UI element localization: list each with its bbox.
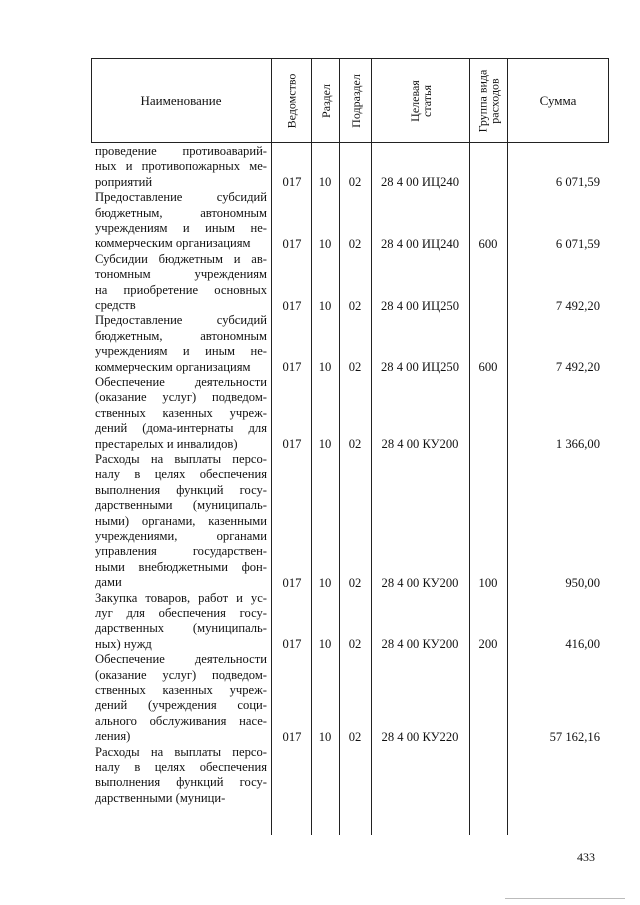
row-name-line: (оказание услуг) подведом- <box>95 667 267 682</box>
row-name-line: Расходы на выплаты персо- <box>95 452 267 466</box>
row-celevaya-statya: 28 4 00 КУ200 <box>381 575 459 590</box>
row-celevaya-statya: 28 4 00 ИЦ240 <box>380 175 459 190</box>
row-vedomstvo: 017 <box>282 175 302 190</box>
row-name-line: луг для обеспечения госу- <box>95 606 267 620</box>
row-summa: 57 162,16 <box>549 729 600 744</box>
row-name-line: дами <box>95 575 122 590</box>
row-name-line: (оказание услуг) подведом- <box>95 390 267 405</box>
row-name-line: ального обслуживания насе- <box>95 713 267 728</box>
row-name <box>95 452 267 591</box>
col-border-right <box>608 58 609 143</box>
row-vedomstvo: 017 <box>282 575 302 590</box>
row-celevaya-statya: 28 4 00 ИЦ250 <box>380 298 459 313</box>
row-name-line: тономным учреждениям <box>95 267 267 282</box>
row-name-line: налу в целях обеспечения <box>95 760 267 774</box>
row-podrazdel: 02 <box>348 175 362 190</box>
row-gruppa: 600 <box>478 236 498 251</box>
row-name-line: Предоставление субсидий <box>95 190 267 205</box>
row-name-line: роприятий <box>95 174 153 189</box>
row-name-line: учреждениям и иным не- <box>95 221 267 235</box>
row-name-line: Закупка товаров, работ и ус- <box>95 590 267 605</box>
row-vedomstvo: 017 <box>282 729 302 744</box>
row-summa: 416,00 <box>565 637 600 652</box>
row-name <box>95 313 267 375</box>
row-celevaya-statya: 28 4 00 ИЦ250 <box>380 360 459 375</box>
row-razdel: 10 <box>318 360 332 375</box>
row-name-line: средств <box>95 298 136 313</box>
row-name <box>95 652 267 744</box>
col-border-name <box>271 58 272 835</box>
row-name-line: коммерческим организациям <box>95 236 251 251</box>
row-name-line: учреждениям и иным не- <box>95 344 267 359</box>
row-podrazdel: 02 <box>348 575 362 590</box>
row-summa: 6 071,59 <box>555 175 600 190</box>
header-celevaya-statya: Целевая статья <box>407 79 434 122</box>
col-border-cel <box>469 58 470 835</box>
row-name-line: дарственных (муниципаль- <box>95 621 267 636</box>
row-razdel: 10 <box>318 637 332 652</box>
row-name-line: Субсидии бюджетным и ав- <box>95 251 267 266</box>
row-name-line: ными) органами, казенными <box>95 513 267 528</box>
row-celevaya-statya: 28 4 00 КУ220 <box>381 729 459 744</box>
row-gruppa: 100 <box>478 575 498 590</box>
row-vedomstvo: 017 <box>282 298 302 313</box>
footer-rule <box>505 898 625 899</box>
row-name-line: престарелых и инвалидов) <box>95 436 238 451</box>
row-vedomstvo: 017 <box>282 437 302 452</box>
row-celevaya-statya: 28 4 00 ИЦ240 <box>380 236 459 251</box>
row-name-line: бюджетным, автономным <box>95 205 267 220</box>
row-podrazdel: 02 <box>348 298 362 313</box>
row-celevaya-statya: 28 4 00 КУ200 <box>381 637 459 652</box>
row-name-line: выполнения функций госу- <box>95 775 267 790</box>
row-name <box>95 375 267 452</box>
header-summa: Сумма <box>539 93 577 108</box>
row-vedomstvo: 017 <box>282 360 302 375</box>
row-name-line: проведение противоаварий- <box>95 144 267 158</box>
row-name <box>95 745 267 807</box>
row-podrazdel: 02 <box>348 437 362 452</box>
row-name-line: Расходы на выплаты персо- <box>95 744 267 759</box>
row-name-line: дений (дома-интернаты для <box>95 421 267 436</box>
row-summa: 1 366,00 <box>555 437 600 452</box>
row-name-line: выполнения функций госу- <box>95 482 267 497</box>
row-name-line: налу в целях обеспечения <box>95 467 267 482</box>
row-summa: 7 492,20 <box>555 298 600 313</box>
row-summa: 6 071,59 <box>555 236 600 251</box>
row-name <box>95 190 267 252</box>
row-name <box>95 144 267 190</box>
row-name-line: ления) <box>95 729 131 744</box>
row-summa: 950,00 <box>565 575 600 590</box>
row-name-line: Обеспечение деятельности <box>95 652 267 667</box>
row-razdel: 10 <box>318 298 332 313</box>
row-podrazdel: 02 <box>348 360 362 375</box>
row-name-line: учреждениями, органами <box>95 529 267 544</box>
header-name: Наименование <box>140 93 222 108</box>
row-summa: 7 492,20 <box>555 360 600 375</box>
row-name-line: ных) нужд <box>95 636 152 651</box>
row-name-line: ными внебюджетными фон- <box>95 559 267 574</box>
row-podrazdel: 02 <box>348 236 362 251</box>
row-podrazdel: 02 <box>348 637 362 652</box>
row-vedomstvo: 017 <box>282 236 302 251</box>
row-gruppa: 200 <box>478 637 498 652</box>
row-celevaya-statya: 28 4 00 КУ200 <box>381 437 459 452</box>
row-name-line: дений (учреждения соци- <box>95 698 267 713</box>
row-name-line: дарственными (муници- <box>95 790 226 805</box>
row-name-line: коммерческим организациям <box>95 359 251 374</box>
row-name-line: ственных казенных учреж- <box>95 683 267 697</box>
row-name-line: бюджетным, автономным <box>95 328 267 343</box>
row-name-line: ных и противопожарных ме- <box>95 159 267 174</box>
row-razdel: 10 <box>318 575 332 590</box>
row-name-line: ственных казенных учреж- <box>95 405 267 420</box>
row-razdel: 10 <box>318 437 332 452</box>
row-razdel: 10 <box>318 729 332 744</box>
row-name-line: управления государствен- <box>95 544 267 559</box>
row-name-line: дарственными (муниципаль- <box>95 498 267 513</box>
row-gruppa: 600 <box>478 360 498 375</box>
row-vedomstvo: 017 <box>282 637 302 652</box>
row-podrazdel: 02 <box>348 729 362 744</box>
header-vedomstvo: Ведомство <box>284 73 299 128</box>
row-razdel: 10 <box>318 236 332 251</box>
header-gruppa-vida-rashodov: Группа вида расходов <box>475 69 502 132</box>
row-name-line: на приобретение основных <box>95 282 267 297</box>
header-podrazdel: Подраздел <box>348 73 363 128</box>
row-razdel: 10 <box>318 175 332 190</box>
row-name-line: Обеспечение деятельности <box>95 375 267 389</box>
row-name-line: Предоставление субсидий <box>95 313 267 328</box>
row-name <box>95 252 267 314</box>
row-name <box>95 591 267 653</box>
header-razdel: Раздел <box>318 83 333 118</box>
header-bottom-border <box>91 142 609 143</box>
page-number: 433 <box>577 850 595 864</box>
